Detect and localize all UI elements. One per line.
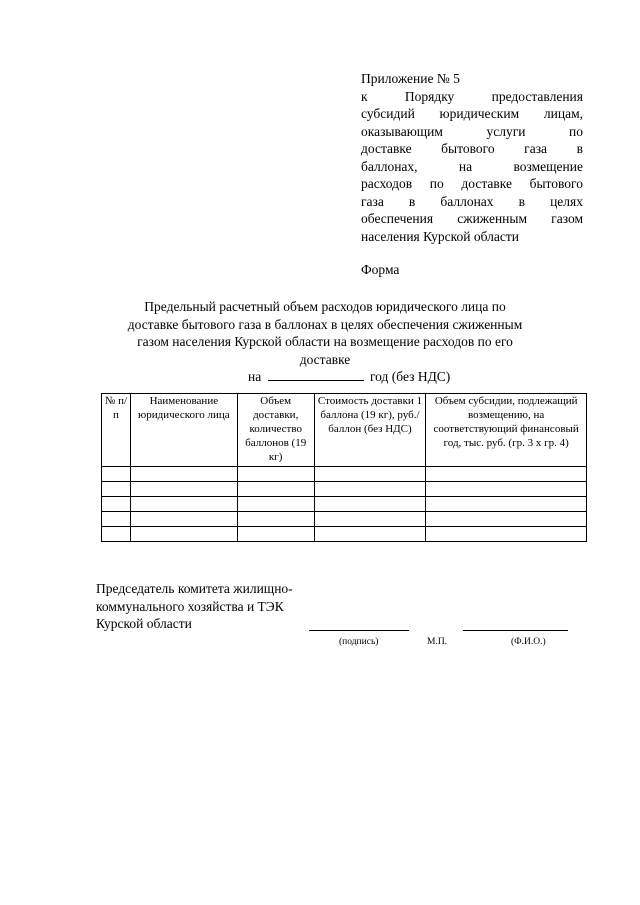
title-line-2: доставке бытового газа в баллонах в целях обеспечения сжиженным xyxy=(127,316,523,332)
appendix-line-9: обеспечения сжиженным газом xyxy=(361,211,583,226)
appendix-line-3: субсидий юридическим лицам, xyxy=(361,106,583,121)
signature-line[interactable] xyxy=(309,630,409,631)
appendix-line-6: баллонах, на возмещение xyxy=(361,158,583,174)
table-cell[interactable] xyxy=(102,512,131,527)
subsidy-form-table xyxy=(101,393,587,542)
appendix-line-7: расходов по доставке бытового xyxy=(361,176,583,191)
table-cell[interactable] xyxy=(130,512,237,527)
table-row xyxy=(102,527,587,542)
signature-caption: (подпись) xyxy=(339,637,379,647)
signer-block xyxy=(96,580,293,633)
header-entity-name: Наименование юридического лица xyxy=(130,394,237,467)
appendix-line-8: газа в баллонах в целях xyxy=(361,193,583,209)
table-cell[interactable] xyxy=(237,467,314,482)
table-cell[interactable] xyxy=(426,482,587,497)
table-cell[interactable] xyxy=(130,497,237,512)
appendix-block xyxy=(361,70,583,245)
document-title xyxy=(100,298,550,368)
header-delivery-volume: Объем доставки, количество баллонов (19 кг) xyxy=(237,394,314,467)
table-cell[interactable] xyxy=(237,482,314,497)
table-cell[interactable] xyxy=(130,482,237,497)
table-cell[interactable] xyxy=(314,527,426,542)
table-cell[interactable] xyxy=(314,512,426,527)
appendix-line-4: оказывающим услуги по xyxy=(361,123,583,139)
appendix-line-5: доставке бытового газа в xyxy=(361,141,583,156)
table-cell[interactable] xyxy=(426,527,587,542)
appendix-line-1: Приложение № 5 xyxy=(361,71,460,86)
header-number: № п/п xyxy=(102,394,131,467)
signer-line-3: Курской области xyxy=(96,616,192,631)
table-header-row xyxy=(102,394,587,467)
appendix-line-2: к Порядку предоставления xyxy=(361,88,583,104)
table-cell[interactable] xyxy=(102,467,131,482)
header-delivery-cost: Стоимость доставки 1 баллона (19 кг), руб./баллон (без НДС) xyxy=(314,394,426,467)
table-cell[interactable] xyxy=(237,497,314,512)
title-line-1: Предельный расчетный объем расходов юридического лица по xyxy=(144,299,506,314)
stamp-caption: М.П. xyxy=(427,637,448,647)
table-row xyxy=(102,482,587,497)
table-cell[interactable] xyxy=(102,482,131,497)
table-cell[interactable] xyxy=(314,467,426,482)
year-blank-field[interactable] xyxy=(268,368,364,381)
table-row xyxy=(102,467,587,482)
title-line-4: доставке xyxy=(299,351,351,367)
table-cell[interactable] xyxy=(314,482,426,497)
table-cell[interactable] xyxy=(426,467,587,482)
table-cell[interactable] xyxy=(237,512,314,527)
appendix-line-10: населения Курской области xyxy=(361,228,519,244)
signer-line-2: коммунального хозяйства и ТЭК xyxy=(96,598,284,614)
fio-line[interactable] xyxy=(463,630,568,631)
table-cell[interactable] xyxy=(237,527,314,542)
table-cell[interactable] xyxy=(426,512,587,527)
fio-caption: (Ф.И.О.) xyxy=(511,637,546,647)
table-cell[interactable] xyxy=(314,497,426,512)
table-row xyxy=(102,512,587,527)
year-line xyxy=(248,368,450,385)
year-prefix: на xyxy=(248,369,262,384)
table-row xyxy=(102,497,587,512)
table-cell[interactable] xyxy=(130,527,237,542)
table-cell[interactable] xyxy=(426,497,587,512)
table-cell[interactable] xyxy=(102,497,131,512)
year-suffix: год (без НДС) xyxy=(369,369,451,384)
signer-line-1: Председатель комитета жилищно- xyxy=(96,581,293,596)
form-label: Форма xyxy=(361,262,400,277)
title-line-3: газом населения Курской области на возмещение расходов по его xyxy=(137,334,513,349)
table-cell[interactable] xyxy=(130,467,237,482)
header-subsidy-volume: Объем субсидии, подлежащий возмещению, на соответствующий финансовый год, тыс. руб. (гр. 3 х гр. 4) xyxy=(426,394,587,467)
table-cell[interactable] xyxy=(102,527,131,542)
